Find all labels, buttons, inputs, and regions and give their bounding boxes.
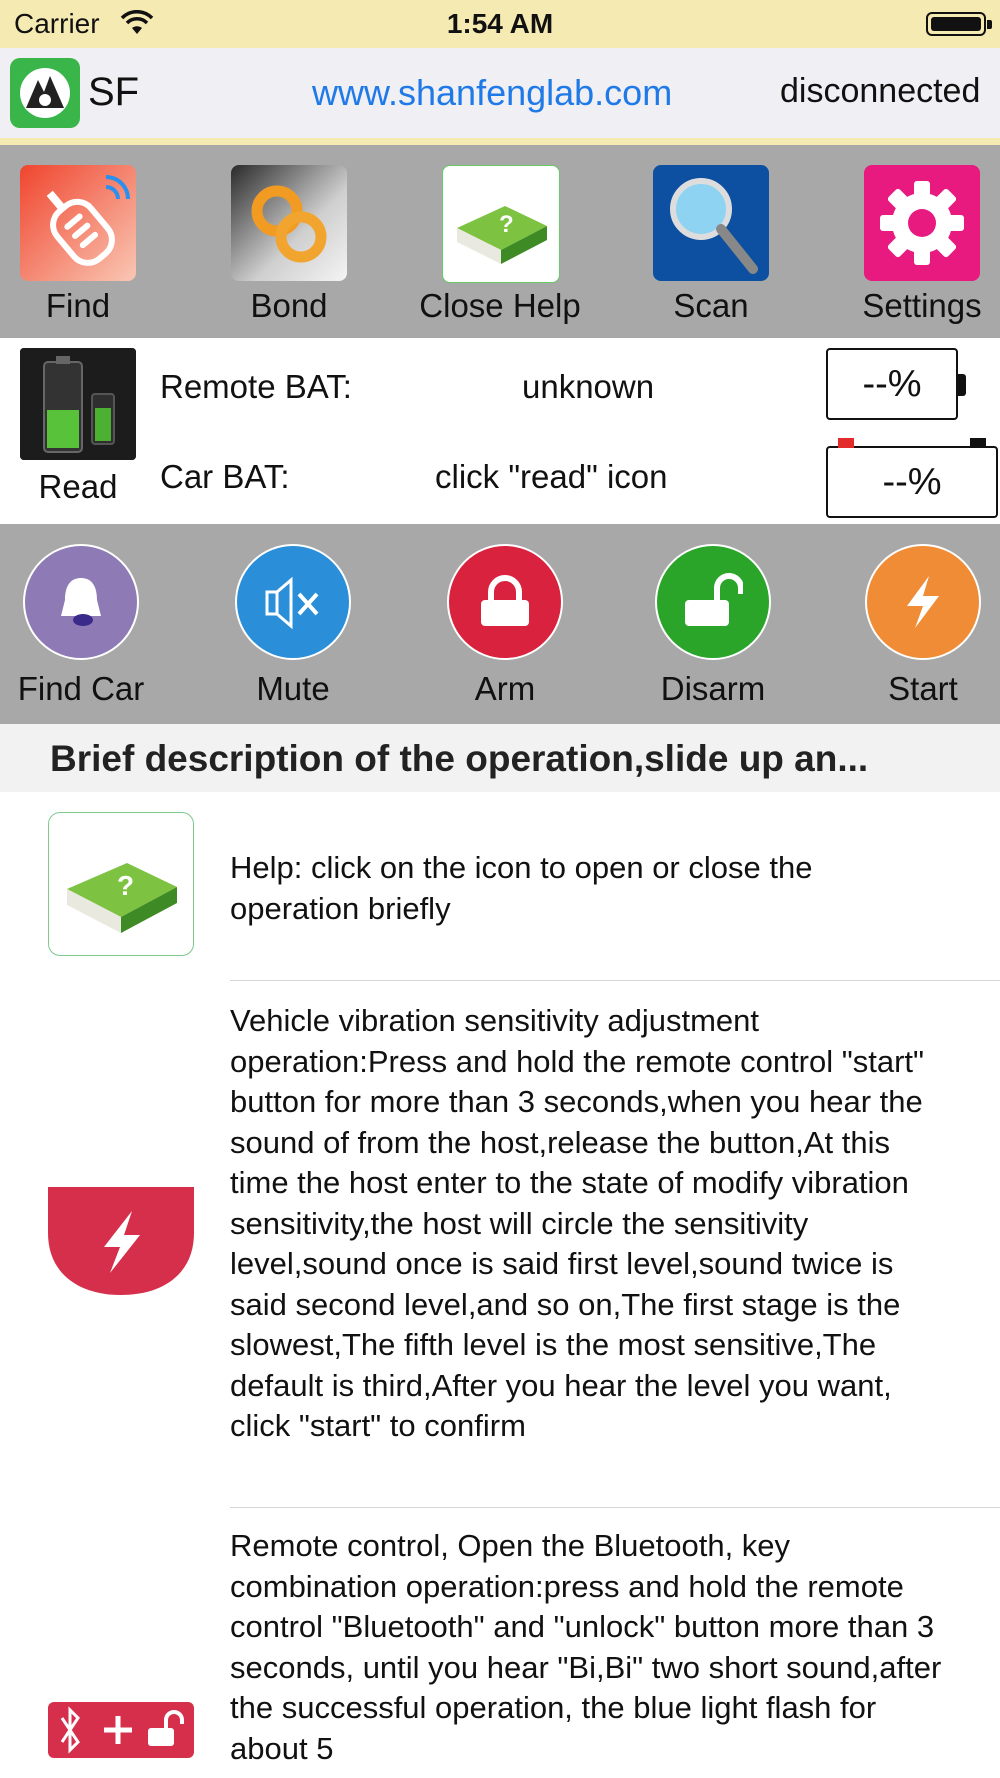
- app-logo: [10, 58, 80, 128]
- arm-label: Arm: [474, 670, 536, 707]
- start-button[interactable]: [828, 524, 1000, 724]
- svg-text:?: ?: [117, 870, 135, 901]
- carrier-label: Carrier: [14, 8, 100, 39]
- clock: 1:54 AM: [446, 8, 554, 39]
- key-fob-icon: [20, 165, 136, 281]
- negative-terminal-icon: [970, 438, 986, 448]
- top-toolbar: [0, 145, 1000, 338]
- remote-bat-label: Remote BAT:: [160, 368, 352, 405]
- mute-button[interactable]: [198, 524, 388, 724]
- help-section-title: Brief description of the operation,slide up an...: [50, 738, 869, 779]
- help-section-header: [0, 724, 1000, 792]
- mute-speaker-icon: [235, 544, 351, 660]
- car-battery-gauge: [826, 446, 998, 518]
- bond-label: Bond: [250, 287, 328, 324]
- scan-button[interactable]: [626, 145, 796, 338]
- start-label: Start: [888, 670, 958, 707]
- bond-rings-icon: [231, 165, 347, 281]
- disarm-button[interactable]: [618, 524, 808, 724]
- remote-bat-value: unknown: [522, 368, 655, 405]
- car-bat-value: click "read" icon: [435, 458, 668, 495]
- help-item-text: Remote control, Open the Bluetooth, key combination operation:press and hold the remote control "Bluetooth" and "unlock" button more than 3 seconds, until you hear "Bi,Bi" two short sound,after the successful operation, the blue light flash for about 5: [230, 1528, 942, 1766]
- settings-label: Settings: [862, 287, 982, 324]
- svg-text:?: ?: [499, 211, 514, 238]
- gear-icon: [864, 165, 980, 281]
- close-help-button[interactable]: [415, 145, 585, 338]
- find-car-label: Find Car: [17, 670, 145, 707]
- unlock-icon: [655, 544, 771, 660]
- start-lightning-icon: [48, 1187, 194, 1295]
- help-item-text: Help: click on the icon to open or close the operation briefly: [230, 850, 813, 926]
- list-divider: [230, 980, 1000, 981]
- magnifier-icon: [653, 165, 769, 281]
- app-header: [0, 48, 1000, 146]
- lightning-icon: [865, 544, 981, 660]
- battery-panel: [0, 338, 1000, 524]
- find-label: Find: [45, 287, 111, 324]
- car-bat-label: Car BAT:: [160, 458, 290, 495]
- list-divider: [230, 1507, 1000, 1508]
- connection-status: disconnected: [780, 72, 981, 110]
- settings-button[interactable]: [837, 145, 1000, 338]
- positive-terminal-icon: [838, 438, 854, 448]
- battery-icon: [926, 12, 986, 36]
- find-button[interactable]: [0, 145, 163, 338]
- bell-icon: [23, 544, 139, 660]
- mute-label: Mute: [256, 670, 330, 707]
- action-bar: [0, 524, 1000, 724]
- read-label: Read: [38, 468, 118, 505]
- remote-battery-gauge: [826, 348, 958, 420]
- status-bar: [0, 0, 1000, 48]
- website-link[interactable]: www.shanfenglab.com: [312, 72, 673, 113]
- remote-bat-percent: --%: [862, 363, 922, 405]
- find-car-button[interactable]: [0, 524, 176, 724]
- close-help-label: Close Help: [419, 287, 581, 324]
- help-book-icon: [48, 812, 194, 956]
- bond-button[interactable]: [204, 145, 374, 338]
- battery-read-icon[interactable]: [20, 348, 136, 460]
- arm-button[interactable]: [410, 524, 600, 724]
- scan-label: Scan: [673, 287, 749, 324]
- car-bat-percent: --%: [882, 461, 942, 503]
- help-book-icon: [442, 165, 560, 283]
- brand-name: SF: [88, 70, 140, 114]
- bluetooth-plus-unlock-icon: [48, 1702, 194, 1758]
- disarm-label: Disarm: [660, 670, 766, 707]
- help-item-text: Vehicle vibration sensitivity adjustment operation:Press and hold the remote control "start" button for more than 3 seconds,when you hear the sound of from the host,release the button,At this time the host enter to the state of modify vibration sensitivity,the host will circle the sensitivity level,sound once is said first level,sound twice is said second level,and so on,The first stage is the slowest,The fifth level is the most sensitive,The default is third,After you hear the level you want, click "start" to confirm: [230, 1003, 925, 1443]
- lock-icon: [447, 544, 563, 660]
